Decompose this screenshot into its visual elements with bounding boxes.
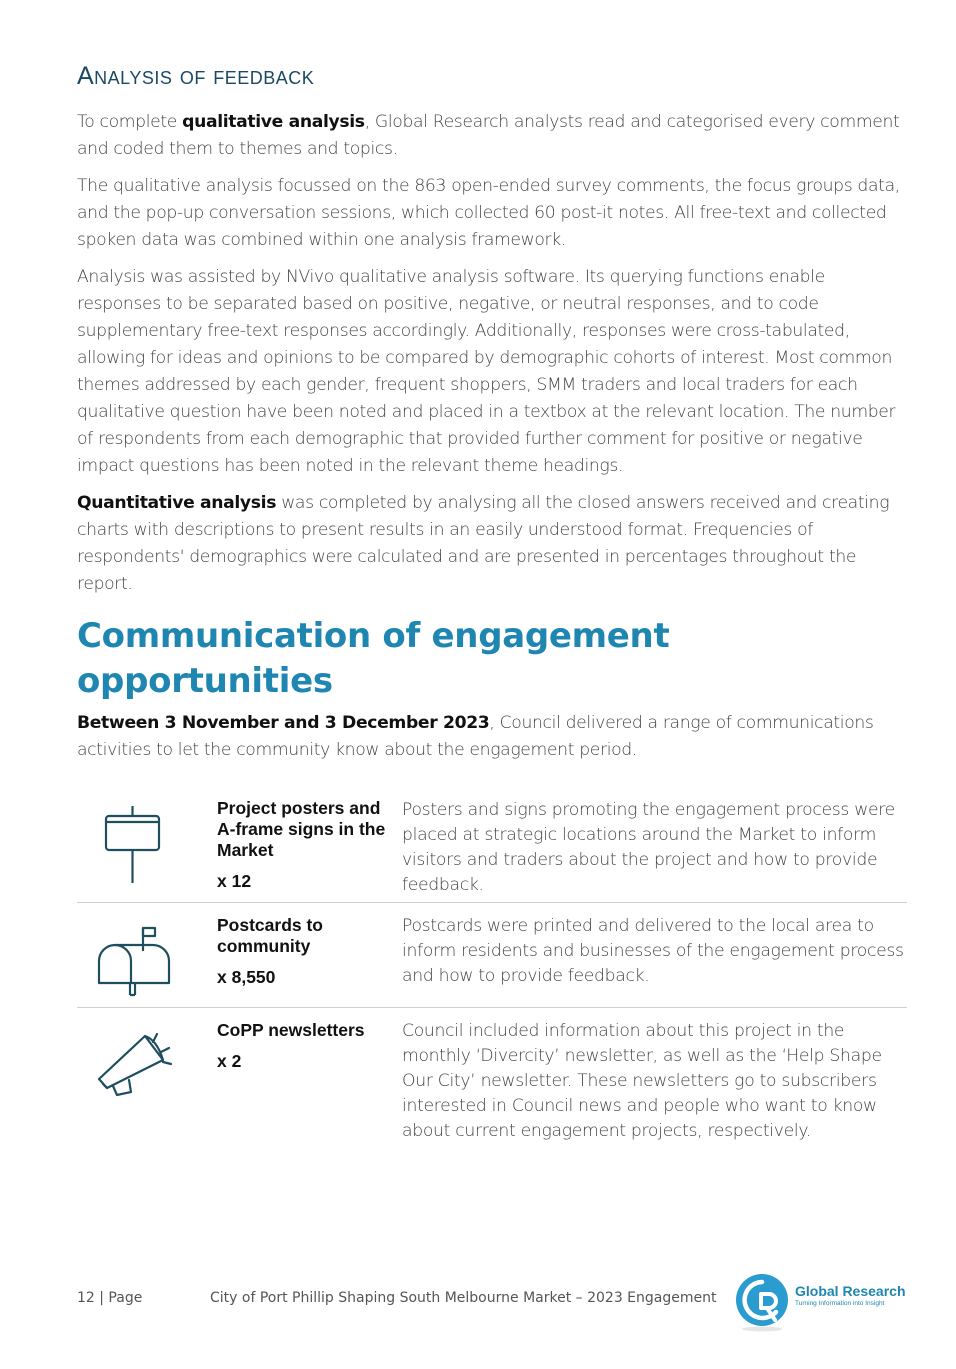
activity-count: x 8,550 [217, 967, 276, 987]
logo-tagline: Turning Information into Insight [795, 1300, 885, 1307]
activity-row-postcards [77, 903, 907, 1008]
engagement-dates: Between 3 November and 3 December 2023 [77, 713, 490, 733]
qualitative-analysis-term: qualitative analysis [182, 112, 365, 132]
document-title: City of Port Phillip Shaping South Melbourne Market – 2023 Engagement [210, 1290, 717, 1306]
section-heading-analysis: Analysis of feedback [77, 62, 315, 90]
page-content [77, 62, 907, 774]
analysis-paragraph-4: Quantitative analysis was completed by analysing all the closed answers received and creating charts with descriptions to present results in an easily understood format. Frequencies of respondents' demographics were calculated and are presented in percentages throughout the report. [77, 493, 890, 594]
activity-row-newsletters [77, 1008, 907, 1148]
activity-description: Council included information about this project in the monthly ‘Divercity’ newsletter, as well as the ‘Help Shape Our City’ newsletter. These newsletters go to subscribers interested in Council news and people who want to know about current engagement projects, respectively. [402, 1021, 882, 1141]
activity-count: x 2 [217, 1051, 242, 1071]
activity-row-posters [77, 792, 907, 903]
analysis-paragraph-1: To complete qualitative analysis, Global Research analysts read and categorised every comment and coded them to themes and topics. [77, 112, 900, 159]
activity-count: x 12 [217, 871, 252, 891]
communication-intro: Between 3 November and 3 December 2023, Council delivered a range of communications activities to let the community know about the engagement period. [77, 713, 874, 760]
activity-description: Postcards were printed and delivered to the local area to inform residents and businesses of the engagement process and how to provide feedback. [402, 916, 904, 986]
logo-name: Global Research [795, 1283, 906, 1299]
analysis-paragraph-3: Analysis was assisted by NVivo qualitative analysis software. Its querying functions enable responses to be separated based on positive, negative, or neutral responses, and to code supplementary free-text responses accordingly. Additionally, responses were cross-tabulated, allowing for ideas and opinions to be compared by demographic cohorts of interest. Most common themes addressed by each gender, frequent shoppers, SMM traders and local traders for each qualitative question have been noted and placed in a textbox at the relevant location. The number of respondents from each demographic that provided further comment for positive or negative impact questions has been noted in the relevant theme headings. [77, 267, 896, 476]
page-footer [77, 1283, 907, 1328]
activity-description: Posters and signs promoting the engagement process were placed at strategic locations around the Market to inform visitors and traders about the project and how to provide feedback. [402, 800, 895, 895]
section-heading-communication: Communication of engagement opportunities [77, 616, 670, 701]
global-research-logo [734, 1272, 909, 1332]
mailbox-icon [77, 903, 217, 1007]
gr-logo-icon [734, 1272, 790, 1332]
page-number: 12 | Page [77, 1290, 143, 1306]
activity-label: CoPP newsletters [217, 1020, 365, 1040]
sign-icon [77, 792, 217, 887]
analysis-paragraph-2: The qualitative analysis focussed on the 863 open-ended survey comments, the focus groups data, and the pop-up conversation sessions, which collected 60 post-it notes. All free-text and collected spoken data was combined within one analysis framework. [77, 176, 900, 250]
megaphone-icon [77, 1008, 217, 1108]
activity-label: Project posters and A-frame signs in the Market [217, 798, 386, 860]
quantitative-analysis-term: Quantitative analysis [77, 493, 277, 513]
communication-activities-table [77, 792, 907, 1148]
activity-label: Postcards to community [217, 915, 323, 956]
